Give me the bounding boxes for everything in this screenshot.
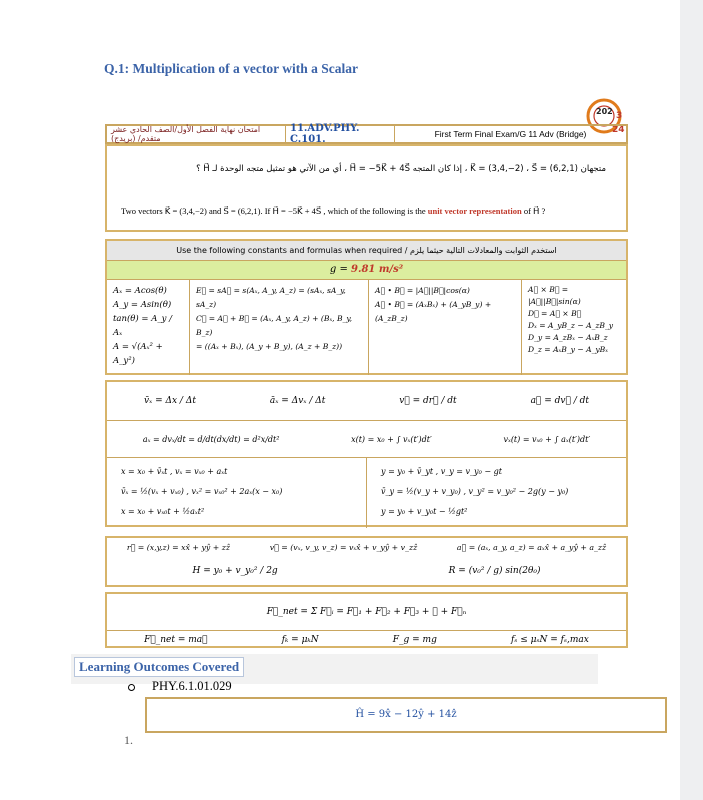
option-number: 1. [124, 733, 133, 747]
formula: v⃗ = dr⃗ / dt [399, 396, 457, 406]
right-scrollbar-area [680, 0, 703, 800]
formula-line: Aₓ = Acos(θ) [113, 286, 167, 296]
formula: fₛ ≤ μₛN = fₛ,max [511, 635, 589, 645]
formula: r⃗ = (x,y,z) = xx̂ + yŷ + zẑ [126, 542, 230, 552]
learning-outcomes-title: Learning Outcomes Covered [74, 657, 244, 677]
formula-line: D⃗ = A⃗ × B⃗ [528, 309, 582, 318]
kinematics-row-1 [107, 382, 626, 421]
answer-option-box[interactable] [145, 697, 667, 733]
gravity-value: 9.81 m/s² [351, 264, 404, 275]
logo-year-top: 202 [596, 107, 613, 116]
question-english-highlight: unit vector representation [427, 206, 522, 216]
projectile-row-1 [107, 538, 626, 556]
learning-outcomes-panel [71, 654, 598, 684]
projectile-formulas [105, 536, 628, 587]
formula-reference [105, 239, 628, 375]
header-code: 11.ADV.PHY. C.101. [286, 126, 395, 142]
formula-line: = ((Aₓ + Bₓ), (A_y + B_y), (A_z + B_z)) [196, 342, 343, 351]
scalar-sum-column [190, 280, 369, 375]
question-arabic: متجهان K⃗ = (3,4,−2) ، S⃗ = (6,2,1) ، إذا كان المتجه H⃗ = −5K⃗ + 4S⃗ ، أي من الآتي هو تمثيل متجه الوحدة لـ H⃗ ؟ [196, 164, 606, 174]
bullet-icon [128, 684, 135, 691]
question-english [121, 206, 545, 217]
horizontal-motion [107, 458, 366, 528]
formula-line: y = y₀ + v̄_yt , v_y = v_y₀ − gt [381, 467, 502, 476]
formula-line: x = x₀ + v̄ₓt , vₓ = vₓ₀ + aₓt [121, 467, 228, 476]
vertical-motion [366, 458, 626, 528]
logo-year-right: 3 [616, 111, 623, 121]
header-arabic: امتحان نهاية الفصل الأول/الصف الحادي عشر متقدم/ (بريدج) [107, 126, 286, 142]
header-english: First Term Final Exam/G 11 Adv (Bridge) [434, 129, 587, 139]
formula-line: D_y = A_zBₓ − AₓB_z [528, 333, 608, 342]
question-english-pre: Two vectors K⃗ = (3,4,−2) and S⃗ = (6,2,1). If H⃗ = −5K⃗ + 4S⃗ , which of the following is the [121, 206, 426, 216]
formula: aₓ = dvₓ/dt = d/dt(dx/dt) = d²x/dt² [142, 434, 280, 444]
formula-line: tan(θ) = A_y / Aₓ [113, 314, 172, 338]
formula-line: A = √(Aₓ² + A_y²) [113, 342, 163, 366]
formula-line: A⃗ • B⃗ = |A⃗||B⃗|cos(α) [375, 286, 470, 295]
logo-year-bottom: 24 [612, 125, 625, 135]
formula: vₓ(t) = vₓ₀ + ∫ aₓ(t′)dt′ [503, 434, 591, 444]
question-title: Q.1: Multiplication of a vector with a Scalar [104, 61, 358, 76]
formula-line: A⃗ • B⃗ = (AₓBₓ) + (A_yB_y) + (A_zB_z) [375, 300, 492, 323]
formula-line: C⃗ = A⃗ + B⃗ = (Aₓ, A_y, A_z) + (Bₓ, B_y, B_z) [196, 314, 353, 337]
question-box [105, 144, 628, 232]
reference-instructions: Use the following constants and formulas when required / استخدم الثوابت والمعادلات التالية حيثما يلزم [107, 241, 626, 261]
formula-line: A_y = Asin(θ) [113, 300, 172, 310]
net-force-formula: F⃗_net = Σ F⃗ᵢ = F⃗₁ + F⃗₂ + F⃗₃ + ⋯ + F⃗ₙ [107, 594, 626, 631]
kinematics-formulas [105, 380, 628, 527]
kinematics-equations [107, 458, 626, 528]
formula-line: D_z = AₓB_y − A_yBₓ [528, 345, 608, 354]
components-column [107, 280, 190, 375]
formula: a⃗ = dv⃗ / dt [530, 396, 589, 406]
formula: F⃗_net = ma⃗ [144, 635, 208, 645]
formula: F_g = mg [392, 635, 437, 645]
question-english-post: of H⃗ ? [523, 206, 546, 216]
gravity-constant [107, 261, 626, 280]
formula-line: x = x₀ + vₓ₀t + ½aₓt² [121, 507, 205, 516]
reference-columns [107, 280, 626, 375]
exam-header [105, 124, 628, 144]
cross-product-column [522, 280, 626, 375]
formula-line: v̄ₓ = ½(vₓ + vₓ₀) , vₓ² = vₓ₀² + 2aₓ(x − x₀) [121, 487, 283, 496]
formula: āₓ = Δvₓ / Δt [269, 396, 326, 406]
formula: fₖ = μₖN [281, 635, 319, 645]
formula: R = (v₀² / g) sin(2θ₀) [448, 566, 541, 576]
formula-line: E⃗ = sA⃗ = s(Aₓ, A_y, A_z) = (sAₓ, sA_y, sA_z) [196, 286, 346, 309]
formula: a⃗ = (aₓ, a_y, a_z) = aₓx̂ + a_yŷ + a_zẑ [456, 542, 607, 552]
force-row [107, 631, 626, 649]
formula-line: Dₓ = A_yB_z − A_zB_y [528, 321, 614, 330]
dot-product-column [369, 280, 522, 375]
kinematics-row-2 [107, 421, 626, 458]
formula: v̄ₓ = Δx / Δt [143, 396, 196, 406]
formula: H = y₀ + v_y₀² / 2g [192, 566, 278, 576]
answer-text: Ĥ = 9x̂ − 12ŷ + 14ẑ [355, 709, 457, 720]
formula-line: v̄_y = ½(v_y + v_y₀) , v_y² = v_y₀² − 2g(y − y₀) [381, 487, 569, 496]
learning-outcome-item: PHY.6.1.01.029 [152, 679, 232, 693]
formula: v⃗ = (vₓ, v_y, v_z) = vₓx̂ + v_yŷ + v_zẑ [269, 542, 418, 552]
formula: x(t) = x₀ + ∫ vₓ(t′)dt′ [351, 434, 432, 444]
projectile-row-2 [107, 556, 626, 586]
gravity-label: g = [329, 264, 352, 275]
formula-line: A⃗ × B⃗ = |A⃗||B⃗|sin(α) [528, 285, 581, 306]
formula-line: y = y₀ + v_y₀t − ½gt² [381, 507, 468, 516]
force-formulas [105, 592, 628, 648]
